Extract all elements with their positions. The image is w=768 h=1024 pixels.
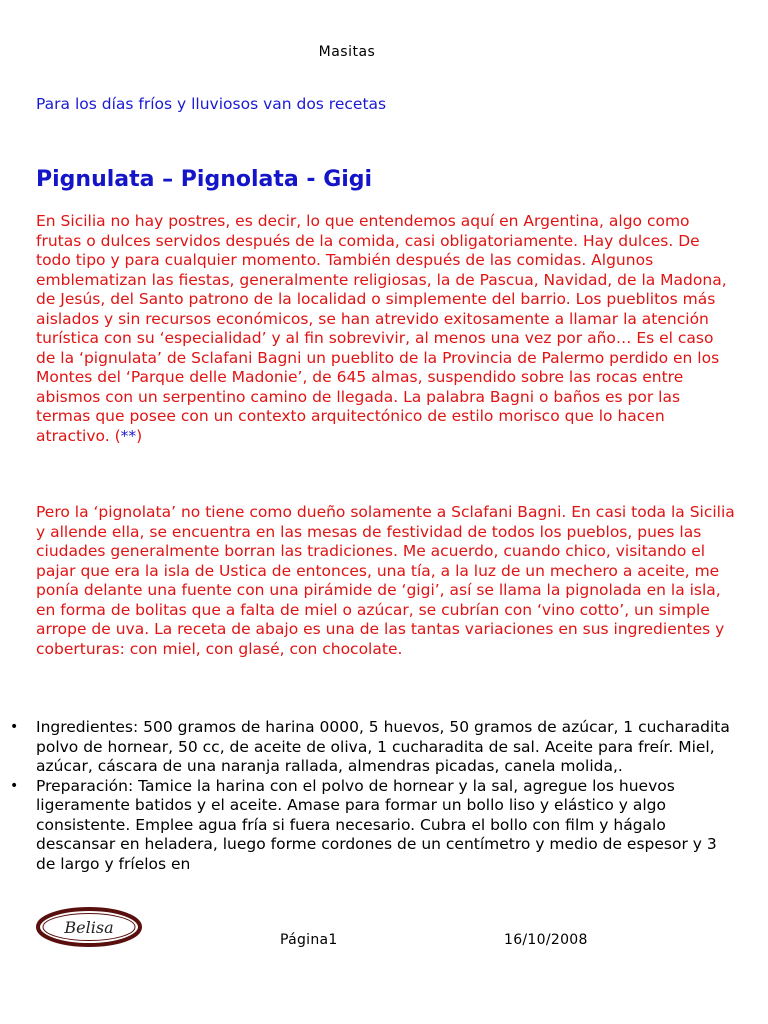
svg-text:Belisa: Belisa [64, 918, 114, 937]
paragraph-1-close: ) [136, 426, 143, 445]
footer-page-number: Página1 [280, 932, 338, 948]
document-title: Masitas [318, 44, 376, 60]
ingredients-text: Ingredientes: 500 gramos de harina 0000, 5 huevos, 50 gramos de azúcar, 1 cucharadita polvo de hornear, 50 cc, de aceite de oliva, 1 cucharadita de sal. Aceite para freír. Miel, azúcar, cáscara de una naranja rallada, almendras picadas, canela molida,. [36, 718, 730, 775]
paragraph-1 [36, 212, 736, 446]
logo-ring-icon [35, 906, 143, 948]
list-item-ingredients [10, 718, 736, 777]
intro-text: Para los días fríos y lluviosos van dos recetas [36, 95, 387, 113]
list-item-preparation [10, 776, 736, 875]
bullet-icon: • [10, 719, 19, 735]
recipe-heading: Pignulata – Pignolata - Gigi [36, 167, 373, 192]
recipe-list [10, 718, 736, 874]
belisa-logo [35, 906, 143, 948]
footer-date: 16/10/2008 [504, 932, 588, 948]
paragraph-2: Pero la ‘pignolata’ no tiene como dueño solamente a Sclafani Bagni. En casi toda la Sicilia y allende ella, se encuentra en las mesas de festividad de todos los pueblos, pues las ciudades generalmente borran las tradiciones. Me acuerdo, cuando chico, visitando el pajar que era la isla de Ustica de entonces, una tía, a la luz de un mechero a aceite, me ponía delante una fuente con una pirámide de ‘gigi’, así se llama la pignolada en la isla, en forma de bolitas que a falta de miel o azúcar, se cubrían con ‘vino cotto’, un simple arrope de uva. La receta de abajo es una de las tantas variaciones en sus ingredientes y coberturas: con miel, con glasé, con chocolate. [36, 503, 735, 658]
footnote-reference-link[interactable]: ** [120, 426, 137, 445]
bullet-icon: • [10, 777, 19, 794]
paragraph-1-text: En Sicilia no hay postres, es decir, lo que entendemos aquí en Argentina, algo como frutas o dulces servidos después de la comida, casi obligatoriamente. Hay dulces. De todo tipo y para cualquier momento. También después de las comidas. Algunos emblematizan las fiestas, generalmente religiosas, la de Pascua, Navidad, de la Madona, de Jesús, del Santo patrono de la localidad o simplemente del barrio. Los pueblitos más aislados y sin recursos económicos, se han atrevido exitosamente a llamar la atención turística con su ‘especialidad’ y al fin sobrevivir, al menos una vez por año… Es el caso de la ‘pignulata’ de Sclafani Bagni un pueblito de la Provincia de Palermo perdido en los Montes del ‘Parque delle Madonie’, de 645 almas, suspendido sobre las rocas entre abismos con un serpentino camino de llegada. La palabra Bagni o baños es por las termas que posee con un contexto arquitectónico de estilo morisco que lo hacen atractivo. ( [36, 212, 727, 445]
preparation-text: Preparación: Tamice la harina con el polvo de hornear y la sal, agregue los huevos ligeramente batidos y el aceite. Amase para formar un bollo liso y elástico y algo consistente. Emplee agua fría si fuera necesario. Cubra el bollo con film y hágalo descansar en heladera, luego forme cordones de un centímetro y medio de espesor y 3 de largo y fríelos en [36, 776, 717, 873]
